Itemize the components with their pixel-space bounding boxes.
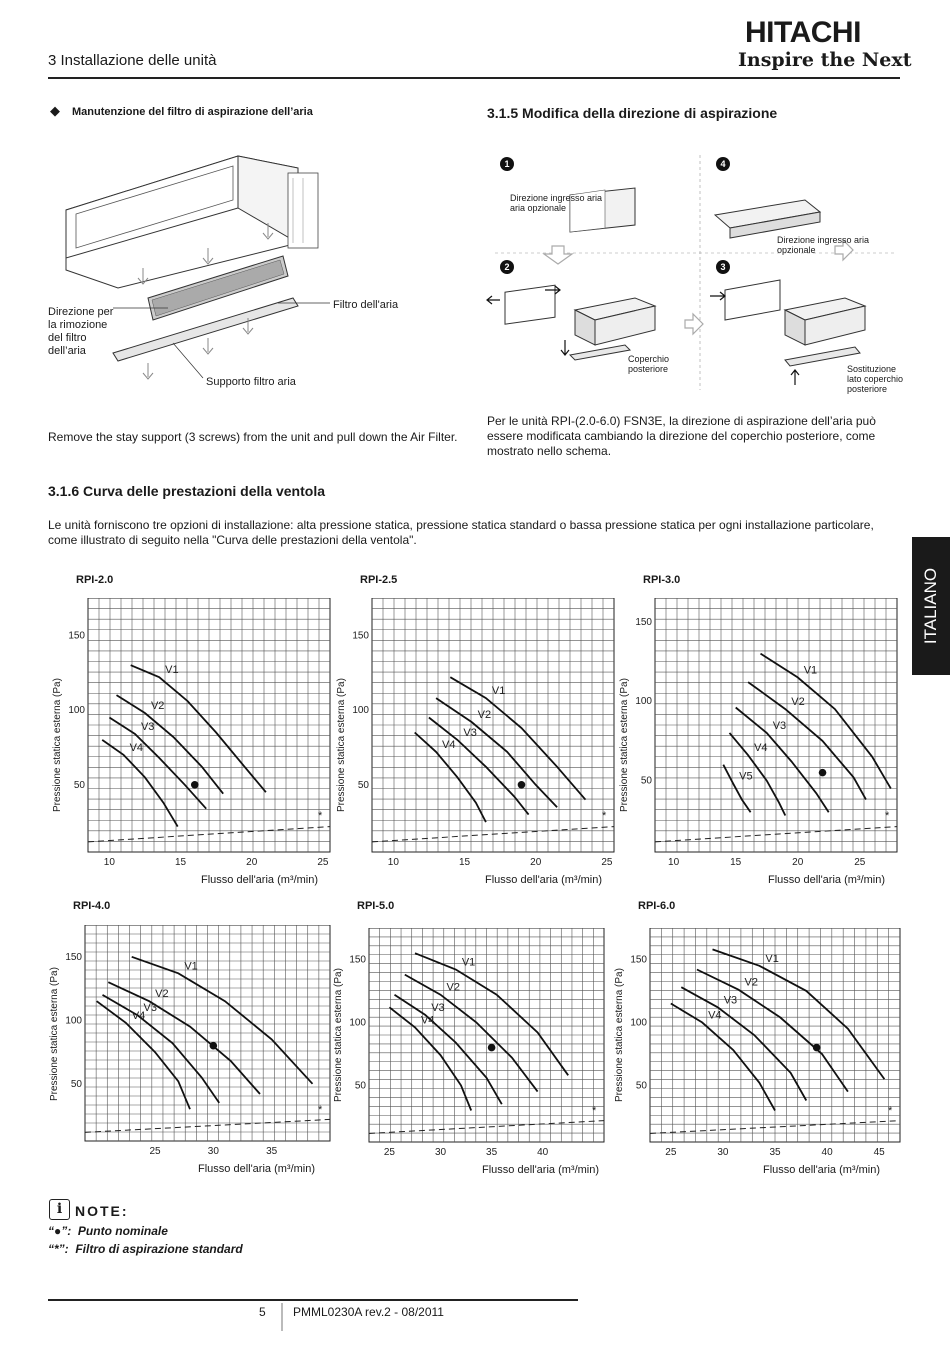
- series-label-v3: V3: [772, 719, 787, 732]
- label-filter-support: Supporto filtro aria: [206, 376, 296, 388]
- header-rule: [48, 77, 900, 79]
- series-label-v4: V4: [754, 742, 768, 755]
- standard-filter-marker: *: [318, 809, 323, 822]
- fan-paragraph: Le unità forniscono tre opzioni di installazione: alta pressione statica, pressione statica standard o bassa pressione statica per ogni installazione particolare, come illustrato di seguito nella "Curva delle prestazioni della ventola".: [48, 518, 874, 547]
- y-tick-label: 100: [352, 705, 369, 717]
- footer-rule: [48, 1299, 578, 1301]
- x-tick-label: 35: [266, 1146, 278, 1157]
- chart-title-0: RPI-2.0: [76, 574, 114, 586]
- filter-section-title: Manutenzione del filtro di aspirazione dell’aria: [72, 106, 313, 118]
- y-tick-label: 100: [65, 1015, 82, 1027]
- label-removal-line-4: dell’aria: [48, 345, 86, 357]
- series-label-v4: V4: [129, 741, 144, 754]
- series-label-v2: V2: [744, 976, 759, 989]
- x-tick-label: 10: [668, 857, 680, 868]
- label-air-filter: Filtro dell'aria: [333, 299, 399, 311]
- label-removal-direction: [48, 306, 113, 358]
- standard-filter-marker: *: [602, 809, 607, 822]
- chart-xlabel-1: Flusso dell'aria (m³/min): [485, 874, 603, 886]
- language-side-tab-label: ITALIANO: [921, 567, 940, 645]
- y-tick-label: 100: [635, 696, 652, 708]
- footer-page-number: 5: [259, 1305, 266, 1319]
- x-tick-label: 30: [717, 1147, 729, 1158]
- y-tick-label: 150: [635, 616, 652, 628]
- note-title: NOTE:: [75, 1203, 129, 1219]
- series-label-v4: V4: [708, 1009, 722, 1022]
- series-label-v1: V1: [765, 952, 779, 965]
- label-replace-cover-line-1: Sostituzione: [847, 364, 897, 374]
- filter-paragraph: Remove the stay support (3 screws) from the unit and pull down the Air Filter.: [48, 430, 458, 444]
- note-symbol-dot: “●”:: [48, 1224, 72, 1238]
- x-tick-label: 40: [821, 1147, 833, 1158]
- nominal-point: [819, 769, 827, 777]
- label-replace-cover-line-2: lato coperchio: [847, 374, 904, 384]
- chart-xlabel-2: Flusso dell'aria (m³/min): [768, 874, 886, 886]
- label-removal-line-2: la rimozione: [48, 319, 108, 331]
- y-tick-label: 150: [349, 954, 366, 966]
- chart-title-4: RPI-5.0: [357, 900, 395, 912]
- chart-ylabel-2: Pressione statica esterna (Pa): [619, 678, 630, 812]
- label-inlet-4-line-1: Direzione ingresso aria: [777, 235, 870, 245]
- x-tick-label: 15: [730, 857, 742, 868]
- label-inlet-1-line-2: aria opzionale: [510, 203, 567, 213]
- y-tick-label: 150: [68, 630, 85, 642]
- chart-svg-1: [342, 598, 624, 874]
- label-rear-cover-line-1: Coperchio: [628, 354, 670, 364]
- label-replace-cover-line-3: posteriore: [847, 384, 888, 394]
- standard-filter-marker: *: [592, 1105, 597, 1118]
- x-tick-label: 40: [537, 1147, 549, 1158]
- note-item-nominal: [48, 1224, 168, 1238]
- step-2-number: 2: [504, 262, 510, 272]
- series-label-v2: V2: [446, 981, 460, 994]
- x-tick-label: 20: [530, 857, 542, 868]
- x-tick-label: 30: [207, 1146, 219, 1157]
- x-tick-label: 25: [383, 1147, 395, 1158]
- y-tick-label: 50: [635, 1080, 647, 1092]
- label-rear-cover: [628, 354, 669, 374]
- series-label-v2: V2: [155, 988, 169, 1001]
- x-tick-label: 20: [246, 857, 258, 868]
- suction-direction-illustration: [485, 150, 905, 400]
- chart-svg-0: [58, 598, 340, 874]
- label-inlet-4: [777, 235, 869, 255]
- suction-section-title: 3.1.5 Modifica della direzione di aspirazione: [487, 105, 778, 121]
- x-tick-label: 25: [149, 1146, 161, 1157]
- nominal-point: [210, 1042, 218, 1050]
- y-tick-label: 50: [73, 779, 85, 791]
- series-label-v3: V3: [143, 1002, 157, 1015]
- series-label-v3: V3: [431, 1001, 445, 1014]
- note-text-nominal: Punto nominale: [77, 1224, 168, 1238]
- label-inlet-1-line-1: Direzione ingresso aria: [510, 193, 603, 203]
- x-tick-label: 35: [486, 1147, 498, 1158]
- x-tick-label: 45: [873, 1147, 885, 1158]
- label-inlet-1: [510, 193, 602, 213]
- y-tick-label: 50: [357, 779, 369, 791]
- chart-svg-5: [620, 928, 910, 1164]
- note-item-filter: [48, 1242, 243, 1256]
- series-label-v2: V2: [791, 696, 805, 709]
- x-tick-label: 15: [458, 857, 471, 868]
- chart-title-2: RPI-3.0: [643, 574, 681, 586]
- x-tick-label: 35: [769, 1147, 781, 1158]
- label-replace-cover: [847, 364, 903, 394]
- chart-svg-4: [339, 928, 614, 1164]
- diamond-bullet-icon: ◆: [50, 103, 60, 118]
- chart-title-5: RPI-6.0: [638, 900, 676, 912]
- label-rear-cover-line-2: posteriore: [628, 364, 669, 374]
- x-tick-label: 25: [854, 857, 866, 868]
- x-tick-label: 25: [601, 857, 613, 868]
- series-label-v4: V4: [442, 738, 456, 751]
- y-tick-label: 50: [70, 1078, 82, 1090]
- note-symbol-star: “*”:: [48, 1242, 69, 1256]
- fan-section-title: 3.1.6 Curva delle prestazioni della ventola: [48, 483, 325, 499]
- chart-ylabel-4: Pressione statica esterna (Pa): [333, 968, 344, 1102]
- chart-ylabel-5: Pressione statica esterna (Pa): [614, 968, 625, 1102]
- label-removal-line-3: del filtro: [48, 332, 87, 344]
- standard-filter-marker: *: [885, 809, 890, 822]
- chart-title-3: RPI-4.0: [73, 900, 111, 912]
- filter-unit-illustration: [48, 148, 468, 398]
- series-label-v1: V1: [491, 685, 506, 698]
- section-header-title: 3 Installazione delle unità: [48, 52, 217, 69]
- y-tick-label: 50: [354, 1080, 366, 1092]
- chart-xlabel-5: Flusso dell'aria (m³/min): [763, 1164, 881, 1176]
- chart-svg-2: [625, 598, 907, 874]
- chart-svg-3: [55, 925, 340, 1163]
- standard-filter-marker: *: [318, 1103, 323, 1116]
- info-note-icon: i: [49, 1199, 70, 1220]
- hitachi-logo-tagline: Inspire the Next: [738, 49, 912, 71]
- x-tick-label: 10: [103, 857, 115, 868]
- x-tick-label: 15: [174, 857, 187, 868]
- series-label-v3: V3: [463, 726, 477, 739]
- standard-filter-marker: *: [888, 1105, 893, 1118]
- chart-xlabel-0: Flusso dell'aria (m³/min): [201, 874, 319, 886]
- chart-ylabel-3: Pressione statica esterna (Pa): [49, 967, 60, 1101]
- series-label-v1: V1: [461, 956, 476, 969]
- series-label-v1: V1: [803, 664, 818, 677]
- chart-xlabel-4: Flusso dell'aria (m³/min): [482, 1164, 600, 1176]
- chart-ylabel-1: Pressione statica esterna (Pa): [336, 678, 347, 812]
- x-tick-label: 20: [792, 857, 804, 868]
- y-tick-label: 100: [68, 705, 85, 717]
- chart-title-1: RPI-2.5: [360, 574, 398, 586]
- footer-separator: [281, 1303, 283, 1331]
- nominal-point: [488, 1044, 496, 1052]
- footer-doc-code: PMML0230A rev.2 - 08/2011: [293, 1305, 444, 1319]
- nominal-point: [191, 781, 199, 789]
- nominal-point: [813, 1044, 821, 1052]
- series-label-v3: V3: [723, 994, 738, 1007]
- chart-xlabel-3: Flusso dell'aria (m³/min): [198, 1163, 316, 1175]
- chart-ylabel-0: Pressione statica esterna (Pa): [52, 678, 63, 812]
- step-3-number: 3: [720, 262, 726, 272]
- series-label-v2: V2: [477, 709, 492, 722]
- suction-paragraph: Per le unità RPI-(2.0-6.0) FSN3E, la direzione di aspirazione dell’aria può essere modificata cambiando la direzione del coperchio posteriore, come mostrato nello schema.: [487, 414, 876, 458]
- language-side-tab: [912, 537, 950, 675]
- y-tick-label: 100: [630, 1017, 647, 1029]
- step-1-number: 1: [504, 159, 510, 169]
- series-label-v5: V5: [739, 770, 753, 783]
- nominal-point: [518, 781, 526, 789]
- y-tick-label: 150: [630, 954, 647, 966]
- series-label-v1: V1: [184, 960, 198, 973]
- hitachi-logo-brand: HITACHI: [745, 16, 861, 49]
- label-removal-line-1: Direzione per: [48, 306, 114, 318]
- label-inlet-4-line-2: opzionale: [777, 245, 816, 255]
- y-tick-label: 150: [352, 630, 369, 642]
- note-text-filter: Filtro di aspirazione standard: [75, 1242, 243, 1256]
- series-label-v4: V4: [420, 1014, 435, 1027]
- series-label-v1: V1: [165, 664, 179, 677]
- x-tick-label: 25: [665, 1147, 677, 1158]
- x-tick-label: 10: [387, 857, 399, 868]
- y-tick-label: 100: [349, 1017, 366, 1029]
- y-tick-label: 150: [65, 951, 82, 963]
- step-4-number: 4: [720, 159, 726, 169]
- series-label-v4: V4: [131, 1009, 146, 1022]
- x-tick-label: 30: [434, 1147, 447, 1158]
- x-tick-label: 25: [317, 857, 329, 868]
- y-tick-label: 50: [640, 775, 652, 787]
- series-label-v2: V2: [150, 700, 165, 713]
- series-label-v3: V3: [140, 720, 155, 733]
